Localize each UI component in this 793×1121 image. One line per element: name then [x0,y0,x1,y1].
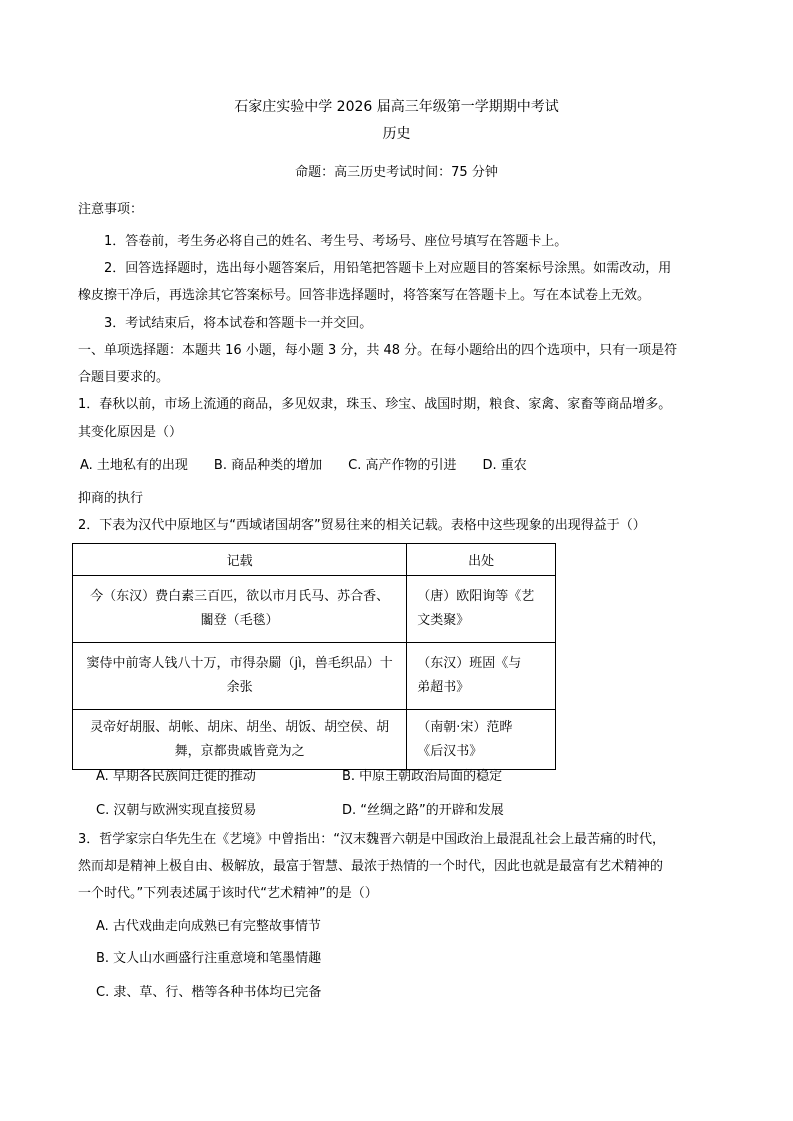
question-3-option-c: C. 隶、草、行、楷等各种书体均已完备 [96,985,322,1000]
records-table [72,543,556,770]
question-1-option-d-cont: 抑商的执行 [78,491,144,506]
table-cell-record: 灵帝好胡服、胡帐、胡床、胡坐、胡饭、胡空侯、胡 舞，京都贵戚皆竟为之 [73,710,407,770]
question-3-option-b: B. 文人山水画盛行注重意境和笔墨情趣 [96,951,322,966]
exam-subject: 历史 [382,126,411,142]
question-1-options: A. 土地私有的出现 B. 商品种类的增加 C. 高产作物的引进 D. 重农 [80,458,527,473]
table-cell-source: （东汉）班固《与 弟超书》 [407,643,556,710]
exam-meta: 命题：高三历史考试时间：75 分钟 [295,165,498,180]
table-cell-record: 今（东汉）费白素三百匹，欲以市月氏马、苏合香、 闟登（毛毯） [73,576,407,643]
section-heading-cont: 合题目要求的。 [78,370,170,385]
question-2-option-d: D. “丝绸之路”的开辟和发展 [342,803,504,818]
section-heading: 一、单项选择题：本题共 16 小题，每小题 3 分，共 48 分。在每小题给出的四个选项中，只有一项是符 [78,343,678,358]
note-item-3: 3．考试结束后，将本试卷和答题卡一并交回。 [104,316,373,331]
table-cell-source: （南朝·宋）范晔 《后汉书》 [407,710,556,770]
table-header-row [73,544,556,576]
question-1-stem-cont: 其变化原因是（） [78,425,183,440]
table-cell-source: （唐）欧阳询等《艺 文类聚》 [407,576,556,643]
notes-heading: 注意事项： [78,202,144,217]
exam-title: 石家庄实验中学 2026 届高三年级第一学期期中考试 [234,99,559,115]
question-3-stem-cont2: 一个时代。”下列表述属于该时代“艺术精神”的是（） [78,886,378,901]
question-2-option-a: A. 早期各民族间迁徙的推动 [96,769,256,784]
note-item-2: 2．回答选择题时，选出每小题答案后，用铅笔把答题卡上对应题目的答案标号涂黑。如需改动，用 [104,261,672,276]
note-item-2-cont: 橡皮擦干净后，再选涂其它答案标号。回答非选择题时，将答案写在答题卡上。写在本试卷上无效。 [78,288,651,303]
question-3-stem-cont: 然而却是精神上极自由、极解放，最富于智慧、最浓于热情的一个时代，因此也就是最富有艺术精神的 [78,859,664,874]
question-3-option-a: A. 古代戏曲走向成熟已有完整故事情节 [96,919,321,934]
table-row [73,643,556,710]
note-item-1: 1．答卷前，考生务必将自己的姓名、考生号、考场号、座位号填写在答题卡上。 [104,234,568,249]
question-2-stem: 2．下表为汉代中原地区与“西域诸国胡客”贸易往来的相关记载。表格中这些现象的出现得益于（） [78,518,646,533]
table-header-source: 出处 [407,544,556,576]
table-row [73,576,556,643]
question-1-stem: 1．春秋以前，市场上流通的商品，多见奴隶，珠玉、珍宝、战国时期，粮食、家禽、家畜等商品增多。 [78,397,672,412]
table-row [73,710,556,770]
question-2-option-b: B. 中原王朝政治局面的稳定 [342,769,503,784]
question-2-option-c: C. 汉朝与欧洲实现直接贸易 [96,803,257,818]
question-3-stem: 3．哲学家宗白华先生在《艺境》中曾指出：“汉末魏晋六朝是中国政治上最混乱社会上最苦痛的时代， [78,832,666,847]
table-cell-record: 窦侍中前寄人钱八十万，市得杂罽（jì，兽毛织品）十 余张 [73,643,407,710]
table-header-record: 记载 [73,544,407,576]
